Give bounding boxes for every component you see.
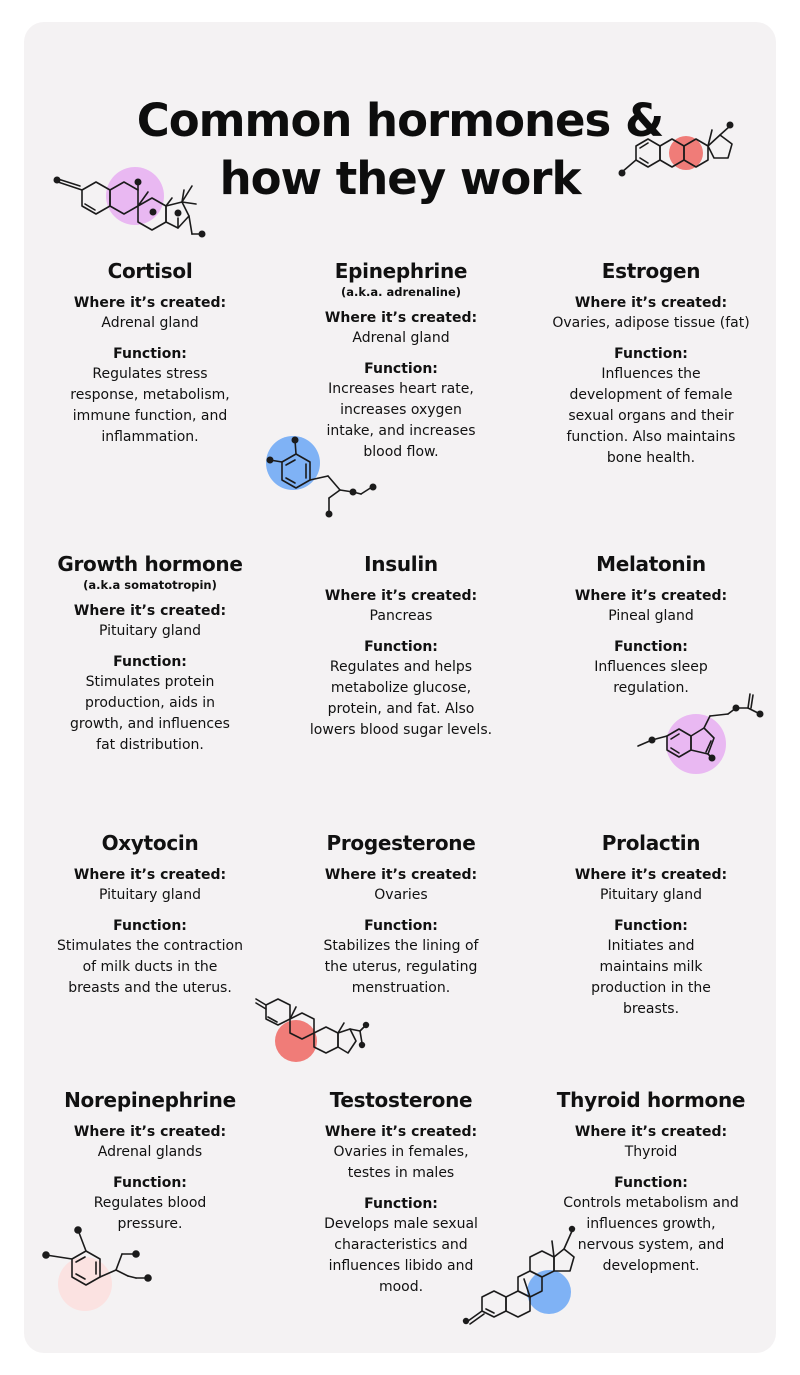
created-value: Adrenal glands: [97, 1144, 203, 1160]
created-label: Where it’s created:: [574, 867, 728, 883]
created-label: Where it’s created:: [574, 1124, 728, 1140]
created-value: Pituitary gland: [99, 887, 201, 903]
function-value: Controls metabolism and influences growth, nervous system, and development.: [563, 1195, 739, 1274]
function-label: Function:: [113, 918, 187, 934]
hormone-card-thyroid-hormone: [536, 1087, 766, 1277]
hormone-name: Progesterone: [326, 831, 476, 855]
created-label: Where it’s created:: [324, 310, 478, 326]
created-label: Where it’s created:: [73, 603, 227, 619]
function-label: Function:: [614, 639, 688, 655]
function-label: Function:: [113, 1175, 187, 1191]
hormone-aka: (a.k.a somatotropin): [83, 578, 217, 592]
hormone-card-progesterone: [286, 830, 516, 999]
function-value: Stabilizes the lining of the uterus, regulating menstruation.: [323, 938, 479, 996]
created-label: Where it’s created:: [73, 1124, 227, 1140]
page-title-line-1: Common hormones &: [136, 94, 664, 147]
created-label: Where it’s created:: [574, 588, 728, 604]
created-value: Pituitary gland: [99, 623, 201, 639]
cortisol-molecule-icon: [44, 162, 204, 242]
created-value: Pancreas: [369, 608, 433, 624]
estrogen-molecule-icon: [616, 120, 748, 184]
created-value: Thyroid: [624, 1144, 678, 1160]
hormone-name: Insulin: [364, 552, 438, 576]
created-value: Ovaries: [374, 887, 428, 903]
function-value: Stimulates protein production, aids in growth, and influences fat distribution.: [70, 674, 230, 753]
created-value: Pituitary gland: [600, 887, 702, 903]
function-label: Function:: [364, 639, 438, 655]
hormone-card-cortisol: [35, 258, 265, 448]
function-label: Function:: [364, 1196, 438, 1212]
function-value: Regulates stress response, metabolism, immune function, and inflammation.: [70, 366, 230, 445]
created-label: Where it’s created:: [73, 867, 227, 883]
created-label: Where it’s created:: [73, 295, 227, 311]
created-label: Where it’s created:: [324, 867, 478, 883]
hormone-name: Melatonin: [596, 552, 706, 576]
hormone-aka: (a.k.a. adrenaline): [340, 285, 462, 299]
hormone-name: Estrogen: [601, 259, 701, 283]
function-value: Influences sleep regulation.: [594, 659, 708, 696]
hormone-card-testosterone: [286, 1087, 516, 1298]
hormone-card-growth-hormone: [35, 551, 265, 756]
function-label: Function:: [364, 361, 438, 377]
hormone-card-epinephrine: [286, 258, 516, 463]
hormone-card-norepinephrine: [35, 1087, 265, 1235]
page-title-line-2: how they work: [219, 152, 581, 205]
function-label: Function:: [364, 918, 438, 934]
hormone-name: Oxytocin: [101, 831, 199, 855]
created-label: Where it’s created:: [324, 1124, 478, 1140]
hormone-card-estrogen: [536, 258, 766, 469]
function-value: Increases heart rate, increases oxygen intake, and increases blood flow.: [326, 381, 476, 460]
function-value: Stimulates the contraction of milk ducts in the breasts and the uterus.: [57, 938, 243, 996]
hormone-card-prolactin: [536, 830, 766, 1020]
hormone-name: Epinephrine: [334, 259, 468, 283]
hormone-card-melatonin: [536, 551, 766, 699]
created-value: Ovaries, adipose tissue (fat): [552, 315, 750, 331]
function-value: Regulates and helps metabolize glucose, protein, and fat. Also lowers blood sugar levels.: [309, 659, 493, 738]
hormone-name: Prolactin: [601, 831, 701, 855]
hormone-name: Cortisol: [107, 259, 193, 283]
hormone-name: Growth hormone: [57, 552, 243, 576]
created-value: Adrenal gland: [352, 330, 450, 346]
progesterone-molecule-icon: [248, 987, 368, 1067]
hormone-card-insulin: [286, 551, 516, 741]
hormone-card-oxytocin: [35, 830, 265, 999]
function-value: Influences the development of female sexual organs and their function. Also maintains bone health.: [566, 366, 736, 466]
norepinephrine-molecule-icon: [38, 1222, 158, 1332]
function-label: Function:: [614, 1175, 688, 1191]
created-value: Ovaries in females, testes in males: [333, 1144, 469, 1181]
hormone-name: Thyroid hormone: [556, 1088, 746, 1112]
function-value: Regulates blood pressure.: [93, 1195, 207, 1232]
created-value: Adrenal gland: [101, 315, 199, 331]
function-label: Function:: [614, 346, 688, 362]
infographic-card: [24, 22, 776, 1353]
function-value: Develops male sexual characteristics and influences libido and mood.: [324, 1216, 478, 1295]
hormone-name: Norepinephrine: [64, 1088, 236, 1112]
function-label: Function:: [113, 654, 187, 670]
function-value: Initiates and maintains milk production in the breasts.: [591, 938, 711, 1017]
created-value: Pineal gland: [608, 608, 694, 624]
created-label: Where it’s created:: [324, 588, 478, 604]
function-label: Function:: [113, 346, 187, 362]
hormone-name: Testosterone: [329, 1088, 473, 1112]
function-label: Function:: [614, 918, 688, 934]
created-label: Where it’s created:: [574, 295, 728, 311]
